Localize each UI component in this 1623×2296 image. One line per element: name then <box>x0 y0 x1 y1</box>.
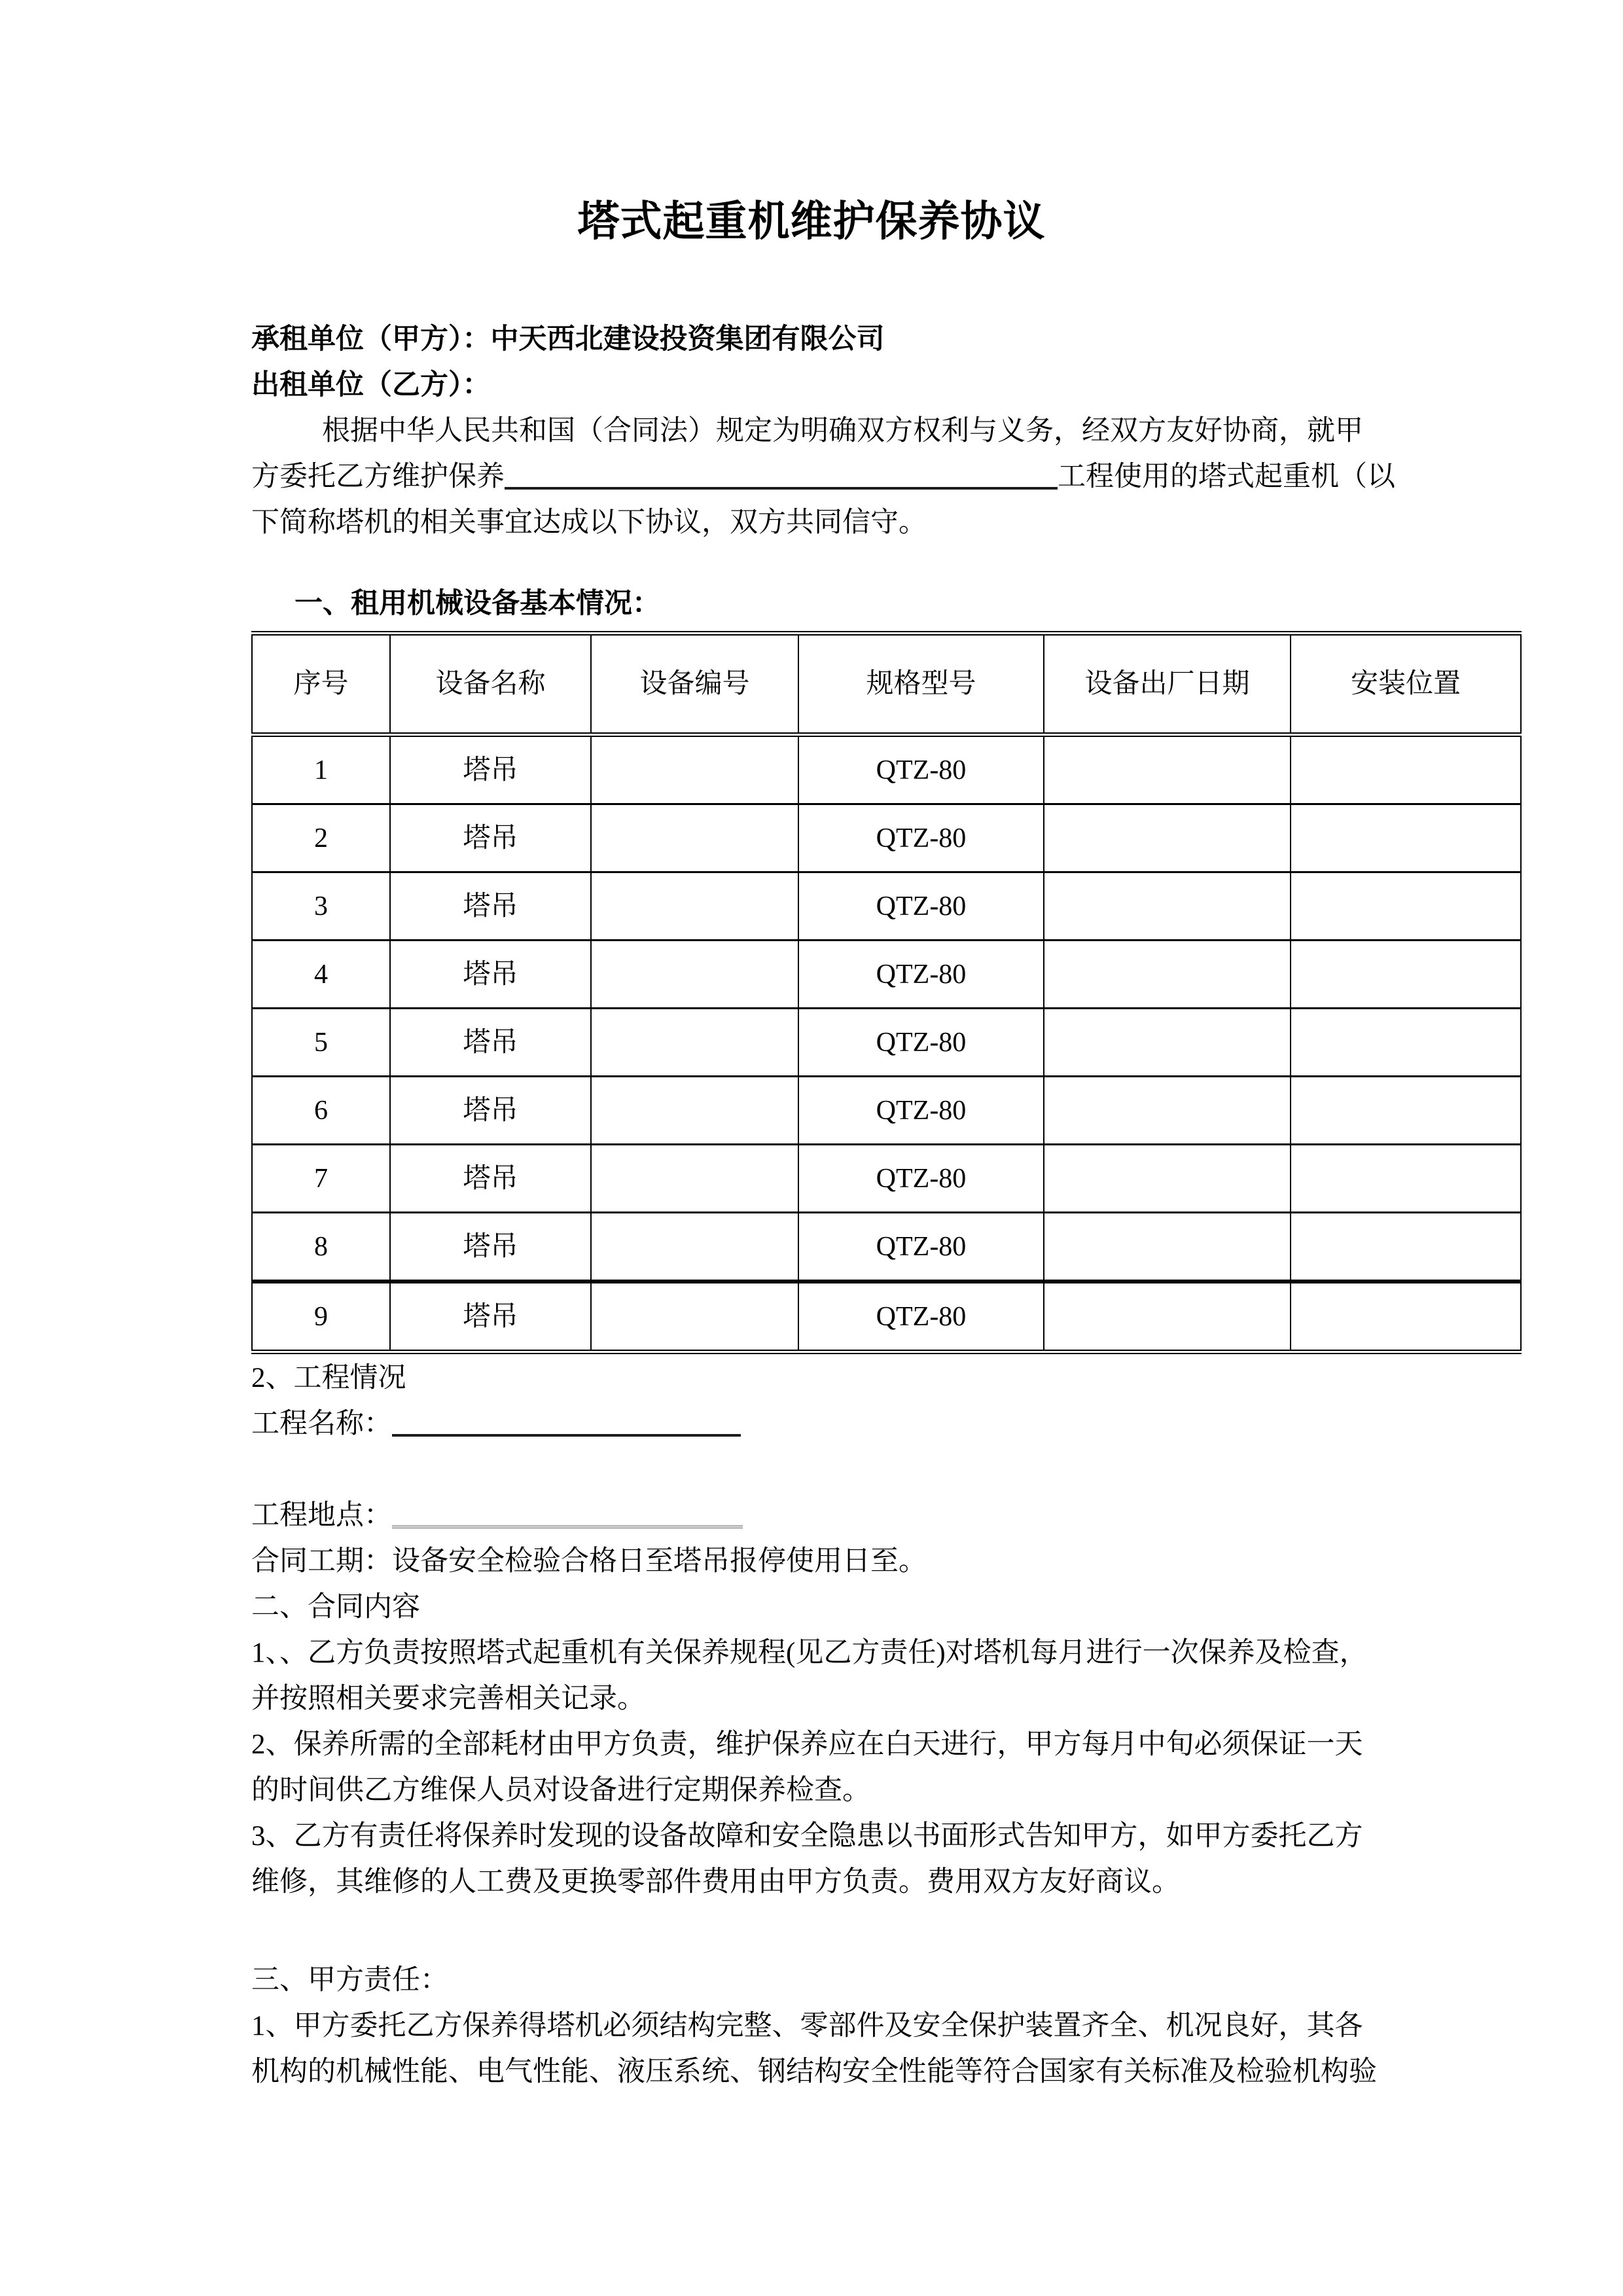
project-name-line <box>251 1401 1381 1447</box>
section-party-a-duty <box>251 1958 1381 2095</box>
col-header-device-code: 设备编号 <box>591 634 798 735</box>
table-row <box>252 1009 1521 1077</box>
duty-clause-1-line-2: 机构的机械性能、电气性能、液压系统、钢结构安全性能等符合国家有关标准及检验机构验 <box>251 2056 1377 2087</box>
project-site-blank[interactable] <box>392 1519 743 1528</box>
document-title: 塔式起重机维护保养协议 <box>577 198 1046 245</box>
section-project <box>251 1355 1381 1585</box>
blank-line <box>251 1447 1381 1493</box>
col-header-serial: 序号 <box>252 634 390 735</box>
project-name-blank-inline[interactable] <box>505 480 1058 490</box>
cell-device-code <box>591 1213 798 1282</box>
cell-factory-date <box>1044 941 1291 1009</box>
cell-model: QTZ-80 <box>798 1009 1044 1077</box>
section-equipment-heading: 一、租用机械设备基本情况： <box>294 588 660 619</box>
cell-model: QTZ-80 <box>798 735 1044 804</box>
cell-factory-date <box>1044 735 1291 804</box>
preamble-line-2-after: 工程使用的塔式起重机（以 <box>1058 461 1395 492</box>
cell-serial: 9 <box>252 1282 390 1352</box>
preamble-line-2-before: 方委托乙方维护保养 <box>251 461 505 492</box>
cell-install-location <box>1291 1213 1521 1282</box>
cell-serial: 3 <box>252 872 390 941</box>
col-header-install-location: 安装位置 <box>1291 634 1521 735</box>
cell-install-location <box>1291 1145 1521 1213</box>
cell-device-name: 塔吊 <box>390 1282 591 1352</box>
contract-duration-line: 合同工期：设备安全检验合格日至塔吊报停使用日至。 <box>251 1546 927 1577</box>
parties-block <box>251 317 1381 408</box>
cell-device-code <box>591 941 798 1009</box>
document-body <box>0 317 1623 2095</box>
cell-model: QTZ-80 <box>798 1213 1044 1282</box>
cell-model: QTZ-80 <box>798 1282 1044 1352</box>
col-header-factory-date: 设备出厂日期 <box>1044 634 1291 735</box>
cell-model: QTZ-80 <box>798 872 1044 941</box>
cell-serial: 5 <box>252 1009 390 1077</box>
clause-3-line-1: 3、乙方有责任将保养时发现的设备故障和安全隐患以书面形式告知甲方，如甲方委托乙方 <box>251 1821 1363 1852</box>
cell-factory-date <box>1044 804 1291 872</box>
cell-factory-date <box>1044 1077 1291 1145</box>
cell-install-location <box>1291 872 1521 941</box>
table-row <box>252 941 1521 1009</box>
cell-factory-date <box>1044 1213 1291 1282</box>
col-header-device-name: 设备名称 <box>390 634 591 735</box>
clause-1-line-2: 并按照相关要求完善相关记录。 <box>251 1683 645 1714</box>
cell-factory-date <box>1044 1145 1291 1213</box>
cell-device-name: 塔吊 <box>390 804 591 872</box>
table-row <box>252 1145 1521 1213</box>
project-heading: 2、工程情况 <box>251 1363 406 1393</box>
cell-factory-date <box>1044 1009 1291 1077</box>
clause-1-line-1: 1、、乙方负责按照塔式起重机有关保养规程(见乙方责任)对塔机每月进行一次保养及检查， <box>251 1638 1368 1668</box>
table-header-row <box>252 634 1521 735</box>
cell-device-code <box>591 1077 798 1145</box>
preamble-line-3: 下简称塔机的相关事宜达成以下协议，双方共同信守。 <box>251 507 927 538</box>
lessee-line: 承租单位（甲方）：中天西北建设投资集团有限公司 <box>251 324 885 355</box>
cell-device-code <box>591 1282 798 1352</box>
cell-device-name: 塔吊 <box>390 941 591 1009</box>
cell-serial: 7 <box>252 1145 390 1213</box>
cell-install-location <box>1291 1009 1521 1077</box>
cell-install-location <box>1291 941 1521 1009</box>
clause-2-line-1: 2、保养所需的全部耗材由甲方负责，维护保养应在白天进行，甲方每月中旬必须保证一天 <box>251 1729 1363 1760</box>
cell-device-name: 塔吊 <box>390 1213 591 1282</box>
cell-factory-date <box>1044 1282 1291 1352</box>
cell-install-location <box>1291 1282 1521 1352</box>
clause-3-line-2: 维修，其维修的人工费及更换零部件费用由甲方负责。费用双方友好商议。 <box>251 1867 1180 1897</box>
table-row <box>252 872 1521 941</box>
equipment-table <box>251 631 1522 1354</box>
preamble-line-2 <box>251 454 1395 500</box>
project-site-label: 工程地点： <box>251 1500 392 1531</box>
table-row <box>252 1077 1521 1145</box>
cell-install-location <box>1291 735 1521 804</box>
cell-model: QTZ-80 <box>798 941 1044 1009</box>
preamble-line-1: 根据中华人民共和国（合同法）规定为明确双方权利与义务，经双方友好协商，就甲 <box>322 416 1363 446</box>
cell-serial: 4 <box>252 941 390 1009</box>
lessor-line: 出租单位（乙方）： <box>251 370 491 401</box>
cell-device-name: 塔吊 <box>390 1145 591 1213</box>
cell-model: QTZ-80 <box>798 1145 1044 1213</box>
table-row <box>252 804 1521 872</box>
cell-model: QTZ-80 <box>798 804 1044 872</box>
cell-serial: 8 <box>252 1213 390 1282</box>
cell-device-name: 塔吊 <box>390 1077 591 1145</box>
cell-device-name: 塔吊 <box>390 735 591 804</box>
cell-model: QTZ-80 <box>798 1077 1044 1145</box>
cell-device-name: 塔吊 <box>390 872 591 941</box>
preamble <box>251 408 1395 546</box>
cell-install-location <box>1291 1077 1521 1145</box>
clause-2-line-2: 的时间供乙方维保人员对设备进行定期保养检查。 <box>251 1775 870 1806</box>
cell-device-code <box>591 1009 798 1077</box>
project-name-blank[interactable] <box>392 1427 741 1437</box>
cell-device-code <box>591 872 798 941</box>
cell-device-code <box>591 1145 798 1213</box>
duty-clause-1-line-1: 1、甲方委托乙方保养得塔机必须结构完整、零部件及安全保护装置齐全、机况良好，其各 <box>251 2011 1363 2041</box>
cell-serial: 1 <box>252 735 390 804</box>
table-row <box>252 1213 1521 1282</box>
cell-serial: 2 <box>252 804 390 872</box>
project-site-line <box>251 1493 1381 1539</box>
cell-device-name: 塔吊 <box>390 1009 591 1077</box>
contract-content-heading: 二、合同内容 <box>251 1592 420 1623</box>
cell-serial: 6 <box>252 1077 390 1145</box>
section-contract-content <box>251 1585 1381 1905</box>
col-header-model: 规格型号 <box>798 634 1044 735</box>
party-a-duty-heading: 三、甲方责任： <box>251 1965 448 1996</box>
cell-factory-date <box>1044 872 1291 941</box>
cell-device-code <box>591 735 798 804</box>
project-name-label: 工程名称： <box>251 1408 392 1439</box>
cell-install-location <box>1291 804 1521 872</box>
cell-device-code <box>591 804 798 872</box>
table-row <box>252 735 1521 804</box>
table-row <box>252 1282 1521 1352</box>
